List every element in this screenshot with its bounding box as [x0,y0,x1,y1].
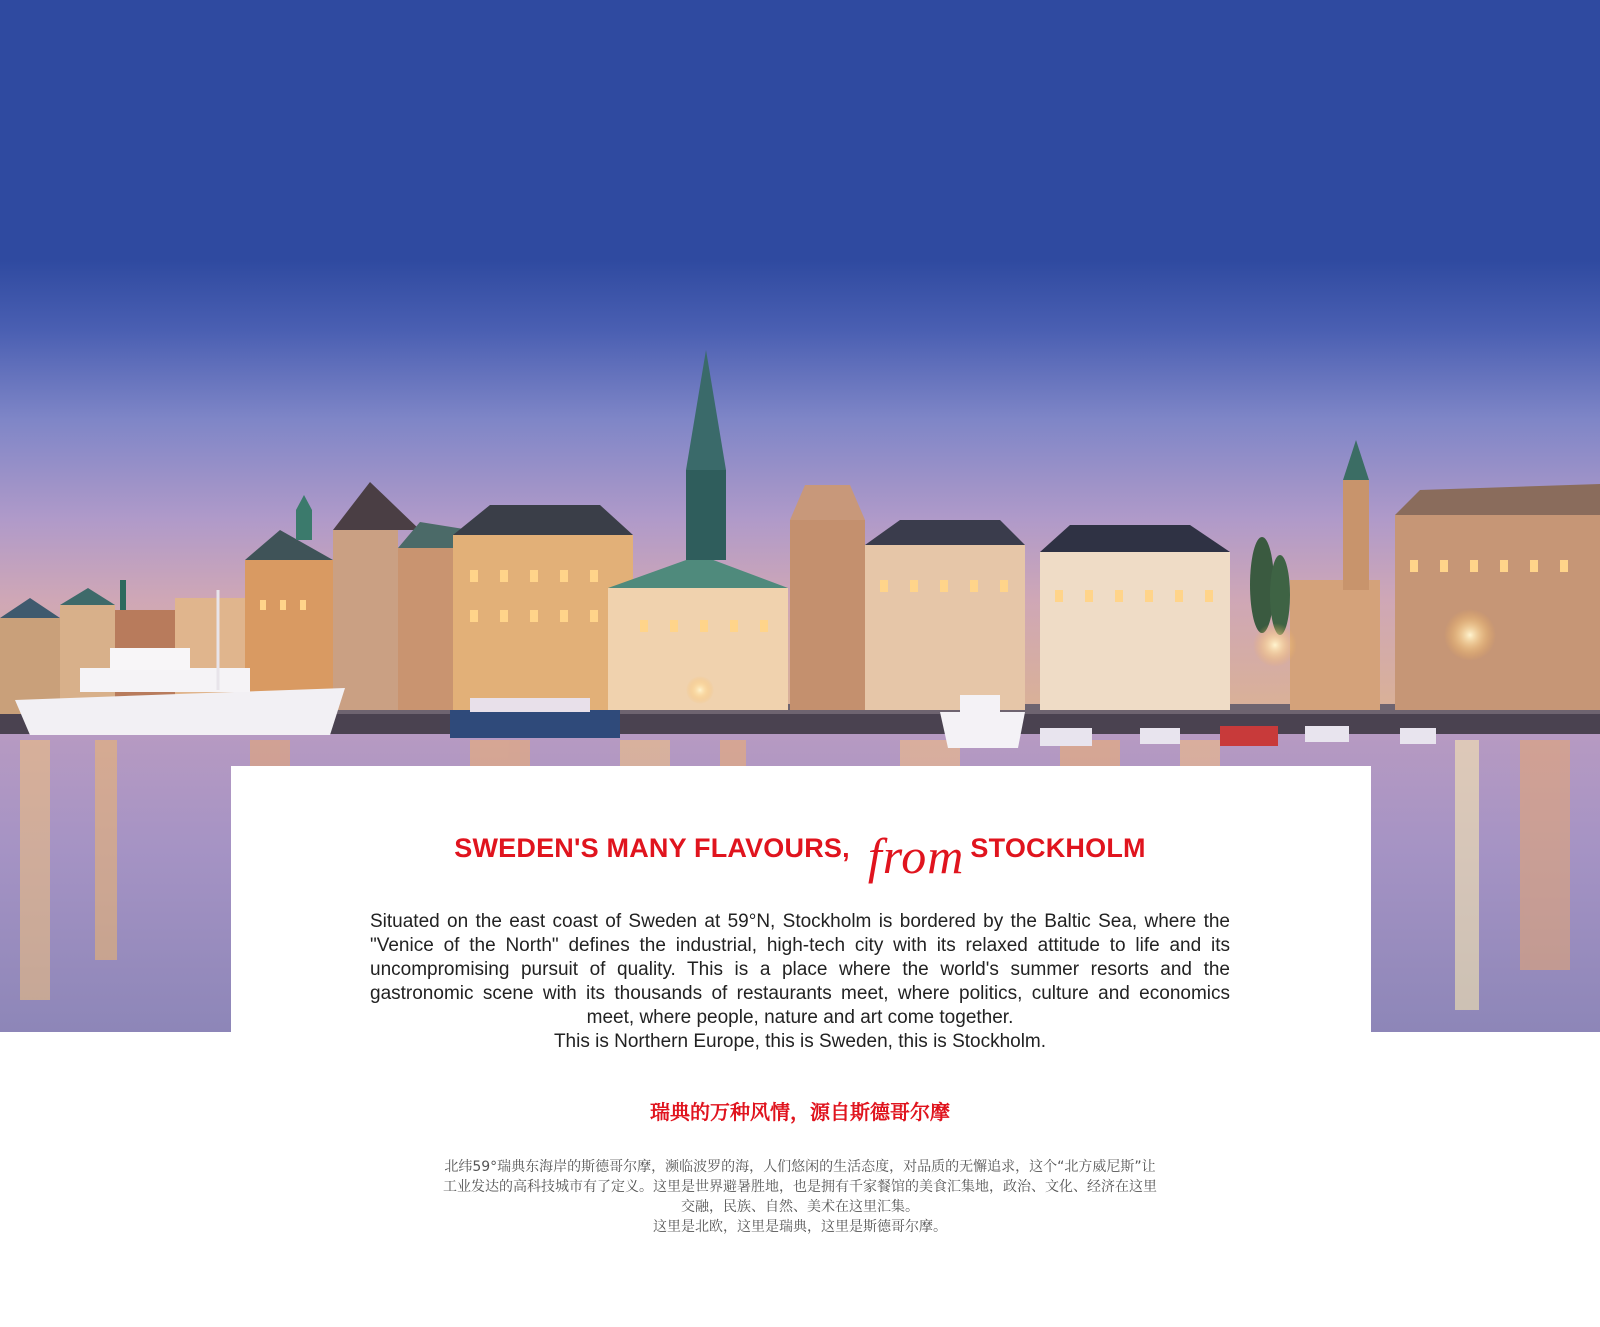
english-paragraph: Situated on the east coast of Sweden at 59°N, Stockholm is bordered by the Baltic Sea, where the "Venice of the North" defines the industrial, high-tech city with its relaxed attitude to life and its uncompromising pursuit of quality. This is a place where the world's summer resorts and the gastronomic scene with its thousands of restaurants meet, where politics, culture and economics meet, where people, nature and art come together. [370,911,1230,1028]
street-lamp-glow [1253,623,1297,667]
english-closing-line: This is Northern Europe, this is Sweden, this is Stockholm. [553,1031,1047,1052]
chinese-closing-line: 这里是北欧，这里是瑞典，这里是斯德哥尔摩。 [653,1219,947,1235]
chinese-intro [443,1157,1157,1237]
title-part-1: SWEDEN'S MANY FLAVOURS, [454,832,850,863]
english-intro [370,910,1230,1054]
chinese-title: 瑞典的万种风情，源自斯德哥尔摩 [650,1100,950,1124]
main-buildings [245,350,1600,710]
title-part-2: STOCKHOLM [970,832,1146,863]
page-title [0,818,1600,884]
title-script-word: from [867,828,965,884]
chinese-paragraph: 北纬59°瑞典东海岸的斯德哥尔摩，濒临波罗的海，人们悠闲的生活态度，对品质的无懈追求，这个“北方威尼斯”让工业发达的高科技城市有了定义。这里是世界避暑胜地，也是拥有千家餐馆的美食汇集地，政治、文化、经济在这里交融，民族、自然、美术在这里汇集。 [443,1159,1157,1215]
